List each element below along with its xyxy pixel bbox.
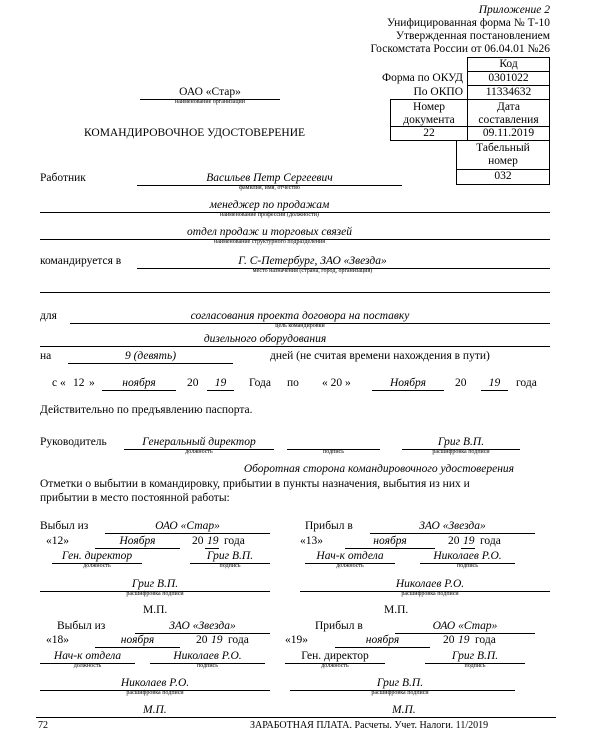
code-header: Код [467, 57, 550, 72]
arrived-place-1: ЗАО «Звезда» [419, 520, 486, 532]
year-b1: 19 [207, 535, 219, 547]
name-b1: Григ В.П. [131, 578, 179, 590]
organization-caption: наименование организации [175, 99, 245, 105]
year-2: 19 [488, 377, 501, 389]
year-prefix-1: 20 [187, 377, 199, 389]
okpo-value: 11334632 [467, 85, 550, 100]
year-prefix-b3: 20 [196, 634, 208, 646]
arrived-place-2: ОАО «Стар» [432, 620, 498, 632]
to-month: Ноября [390, 377, 426, 389]
destination: Г. С-Петербург, ЗАО «Звезда» [238, 255, 387, 267]
position-caption-b3: должность [73, 663, 102, 669]
document-title: КОМАНДИРОВОЧНОЕ УДОСТОВЕРЕНИЕ [84, 127, 306, 139]
position-b3: Нач-к отдела [53, 650, 122, 662]
signature-b2: Николаев Р.О. [433, 550, 502, 562]
page-number: 72 [38, 720, 48, 731]
okpo-label: По ОКПО [413, 86, 463, 98]
position-caption-b1: должность [83, 563, 111, 569]
from-day: 12 [73, 377, 85, 389]
year-b2: 19 [463, 535, 475, 547]
from-month: ноября [122, 377, 156, 389]
arrived-label-1: Прибыл в [305, 520, 353, 532]
name-b3: Николаев Р.О. [120, 677, 190, 689]
employee-department-caption: наименование структурного подразделения [213, 239, 325, 245]
approval-note: Утвержденная постановлением [395, 30, 550, 42]
duration-note: дней (не считая времени нахождения в пути) [270, 350, 490, 362]
name-b2: Николаев Р.О. [395, 578, 465, 590]
employee-department: отдел продаж и торговых связей [186, 226, 352, 238]
year-word-1: Года [249, 377, 272, 389]
date-month-3: ноября [120, 634, 155, 646]
purpose-line2: дизельного оборудования [203, 333, 327, 345]
year-word-b4: года [475, 634, 496, 646]
signature-caption-b2: подпись [457, 563, 478, 569]
signature-b3: Николаев Р.О. [173, 650, 242, 662]
head-position-caption: должность [185, 449, 213, 455]
year-word-b3: года [228, 634, 249, 646]
to-day: « 20 » [322, 377, 351, 389]
name-caption-b2: расшифровка подписи [401, 591, 459, 597]
head-name: Григ В.П. [437, 436, 485, 448]
departed-place-1: ОАО «Стар» [155, 520, 220, 532]
docnum-value: 22 [390, 126, 468, 141]
name-caption-b1: расшифровка подписи [126, 591, 184, 597]
okud-value: 0301022 [467, 71, 550, 86]
name-b4: Григ В.П. [376, 677, 424, 689]
name-caption-b4: расшифровка подписи [371, 690, 429, 696]
departed-place-2: ЗАО «Звезда» [169, 620, 236, 632]
tabnum-header: Табельный номер [456, 140, 550, 170]
signature-b1: Григ В.П. [206, 550, 254, 562]
head-label: Руководитель [40, 436, 107, 448]
docdate-header: Дата составления [467, 99, 550, 127]
arrived-label-2: Прибыл в [315, 620, 363, 632]
employee-position: менеджер по продажам [209, 199, 330, 211]
from-label: с « [52, 377, 66, 389]
signature-caption-b3: подпись [197, 663, 218, 669]
employee-position-caption: наименование профессии (должности) [220, 212, 319, 218]
departed-label-1: Выбыл из [40, 520, 89, 532]
signature-b4: Григ В.П. [451, 650, 499, 662]
year-b4: 19 [458, 634, 470, 646]
stamp-b2: М.П. [384, 604, 409, 616]
reverse-intro-line2: прибытии в место постоянной работы: [40, 492, 230, 504]
docdate-value: 09.11.2019 [467, 126, 550, 141]
position-b1: Ген. директор [61, 550, 133, 562]
docnum-header: Номер документа [390, 99, 468, 127]
purpose-line1: согласования проекта договора на поставку [190, 310, 410, 322]
organization-name: ОАО «Стар» [179, 86, 241, 98]
reverse-intro-line1: Отметки о выбытии в командировку, прибытии в пункты назначения, выбытия из них и [40, 478, 470, 490]
year-prefix-b1: 20 [192, 535, 204, 547]
signature-caption-b1: подпись [219, 563, 241, 569]
name-caption-b3: расшифровка подписи [126, 690, 184, 696]
date-month-1: Ноября [119, 535, 156, 547]
stamp-b3: М.П. [143, 704, 167, 716]
departed-label-2: Выбыл из [57, 620, 106, 632]
position-b2: Нач-к отдела [316, 550, 384, 562]
year-1: 19 [214, 377, 227, 389]
form-name: Унифицированная форма № Т-10 [387, 17, 550, 29]
passport-note: Действительно по предъявлению паспорта. [40, 404, 253, 416]
date-month-2: ноября [373, 535, 407, 547]
head-name-caption: расшифровка подписи [432, 449, 490, 455]
year-word-2: года [516, 377, 537, 389]
date-day-2: «13» [300, 535, 323, 547]
date-month-4: ноября [365, 634, 400, 646]
okud-label: Форма по ОКУД [382, 72, 463, 84]
reverse-title: Оборотная сторона командировочного удостоверения [243, 463, 514, 475]
purpose-label: для [40, 310, 57, 322]
destination-caption: место назначения (страна, город, организация) [252, 268, 373, 274]
year-b3: 19 [211, 634, 223, 646]
from-close-quote: » [89, 377, 95, 389]
position-caption-b2: должность [336, 563, 364, 569]
sent-label: командируется в [40, 255, 122, 267]
tabnum-value: 032 [456, 169, 550, 185]
year-prefix-2: 20 [455, 377, 467, 389]
date-day-1: «12» [46, 535, 69, 547]
footer-title: ЗАРАБОТНАЯ ПЛАТА. Расчеты. Учет. Налоги. 11/2019 [250, 720, 489, 731]
stamp-b1: М.П. [143, 604, 168, 616]
position-b4: Ген. директор [301, 650, 369, 662]
to-label: по [287, 377, 299, 389]
date-day-4: «19» [285, 634, 308, 646]
employee-label: Работник [40, 172, 86, 184]
year-word-b2: года [480, 535, 501, 547]
year-prefix-b4: 20 [443, 634, 455, 646]
head-signature-caption: подпись [323, 449, 344, 455]
year-prefix-b2: 20 [448, 535, 460, 547]
goskomstat-note: Госкомстата России от 06.04.01 №26 [370, 43, 550, 55]
duration-days: 9 (девять) [124, 350, 177, 362]
stamp-b4: М.П. [392, 704, 416, 716]
date-day-3: «18» [46, 634, 69, 646]
year-word-b1: года [224, 535, 245, 547]
duration-label: на [40, 350, 52, 362]
signature-caption-b4: подпись [464, 663, 486, 669]
appendix-note: Приложение 2 [478, 4, 550, 16]
employee-name-caption: фамилия, имя, отчество [239, 185, 300, 191]
purpose-caption: цель командировки [275, 323, 325, 329]
employee-name: Васильев Петр Сергеевич [206, 172, 333, 184]
position-caption-b4: должность [321, 663, 349, 669]
head-position: Генеральный директор [142, 436, 256, 448]
